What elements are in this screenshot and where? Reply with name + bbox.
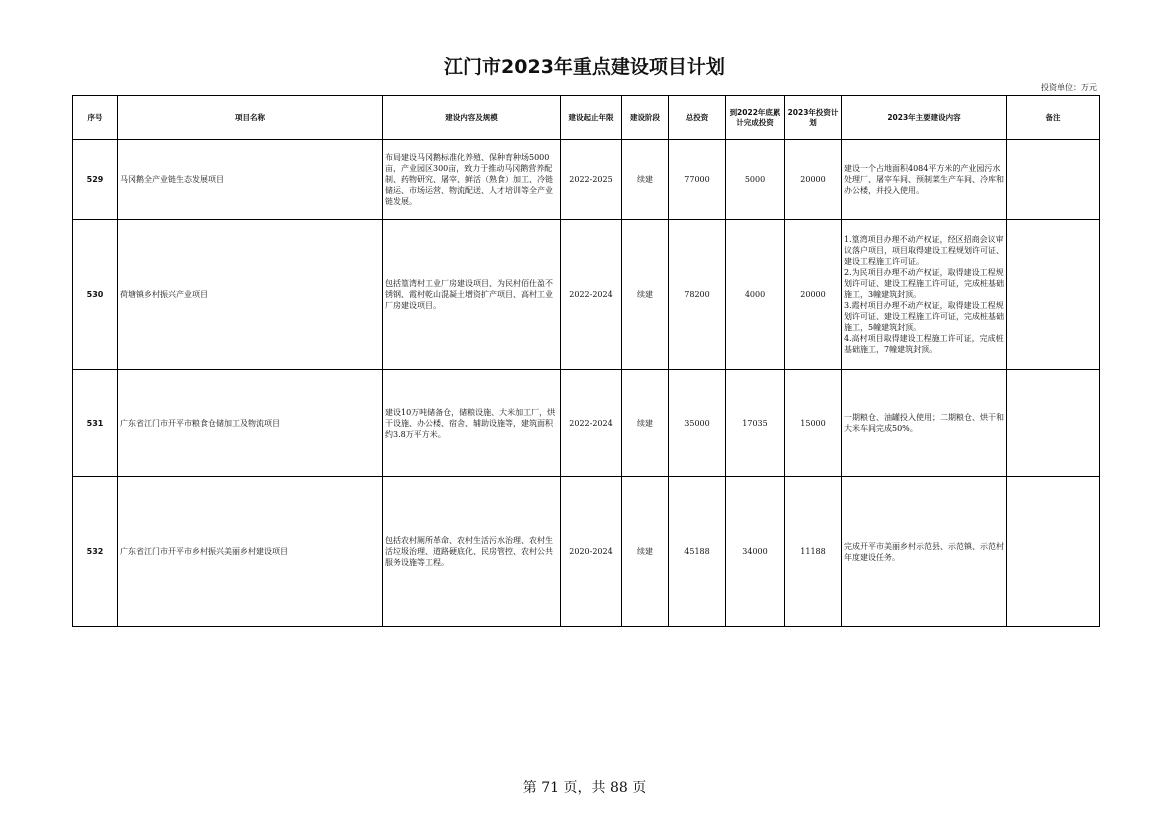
page-title: 江门市2023年重点建设项目计划 [444,56,725,78]
row-plan-2023: 20000 [785,140,842,220]
row-stage: 续建 [622,140,669,220]
header-completed-investment: 到2022年底累计完成投资 [726,96,785,140]
row-main-content: 建设一个占地面积4084平方米的产业园污水处理厂、屠宰车间、预制菜生产车间、冷库和办公楼，并投入使用。 [842,140,1007,220]
row-plan-2023: 15000 [785,370,842,477]
header-remark: 备注 [1007,96,1100,140]
table-row [73,140,1100,220]
table-row [73,370,1100,477]
header-stage: 建设阶段 [622,96,669,140]
row-completed: 5000 [726,140,785,220]
row-total: 35000 [669,370,726,477]
row-project-name: 广东省江门市开平市粮食仓储加工及物流项目 [118,370,383,477]
row-seq: 530 [73,220,118,370]
table-header-row [73,96,1100,140]
row-period: 2022-2025 [561,140,622,220]
row-stage: 续建 [622,370,669,477]
header-2023-plan: 2023年投资计划 [785,96,842,140]
row-plan-2023: 20000 [785,220,842,370]
header-seq: 序号 [73,96,118,140]
row-period: 2022-2024 [561,220,622,370]
row-stage: 续建 [622,220,669,370]
row-completed: 4000 [726,220,785,370]
row-seq: 532 [73,477,118,627]
header-total-investment: 总投资 [669,96,726,140]
row-completed: 17035 [726,370,785,477]
row-total: 45188 [669,477,726,627]
row-seq: 531 [73,370,118,477]
row-plan-2023: 11188 [785,477,842,627]
row-content: 建设10万吨储备仓，储粮设施、大米加工厂，烘干设施、办公楼、宿舍、辅助设施等，建筑面积约3.8万平方米。 [383,370,561,477]
row-project-name: 广东省江门市开平市乡村振兴美丽乡村建设项目 [118,477,383,627]
row-stage: 续建 [622,477,669,627]
row-remark [1007,140,1100,220]
project-plan-table [72,95,1100,627]
row-content: 布局建设马冈鹅标准化养殖、保种育种场5000亩，产业园区300亩，致力于推动马冈鹅营养配制、药物研究、屠宰、鲜活（熟食）加工、冷链储运、市场运营、物流配送、人才培训等全产业链发展。 [383,140,561,220]
row-total: 77000 [669,140,726,220]
row-content: 包括篁湾村工业厂房建设项目、为民村佰仕盈不锈钢、霞村乾山混凝土增资扩产项目、高村工业厂房建设项目。 [383,220,561,370]
row-main-content: 完成开平市美丽乡村示范县、示范镇、示范村年度建设任务。 [842,477,1007,627]
table-row [73,220,1100,370]
table-row [73,477,1100,627]
row-seq: 529 [73,140,118,220]
row-main-content: 1.篁湾项目办理不动产权证，经区招商会议审议落户项目，项目取得建设工程规划许可证、建设工程施工许可证。 2.为民项目办理不动产权证，取得建设工程规划许可证、建设工程施工许可证，完成桩基础施工，3幢建筑封顶。 3.霞村项目办理不动产权证，取得建设工程规划许可证、建设工程施工许可证，完成桩基础施工，5幢建筑封顶。 4.高村项目取得建设工程施工许可证，完成桩基础施工，7幢建筑封顶。 [842,220,1007,370]
row-project-name: 荷塘镇乡村振兴产业项目 [118,220,383,370]
header-2023-main-content: 2023年主要建设内容 [842,96,1007,140]
header-project-name: 项目名称 [118,96,383,140]
header-period: 建设起止年限 [561,96,622,140]
row-completed: 34000 [726,477,785,627]
row-content: 包括农村厕所革命、农村生活污水治理、农村生活垃圾治理、道路硬底化、民房管控、农村公共服务设施等工程。 [383,477,561,627]
row-period: 2022-2024 [561,370,622,477]
row-period: 2020-2024 [561,477,622,627]
row-project-name: 马冈鹅全产业链生态发展项目 [118,140,383,220]
header-content-scale: 建设内容及规模 [383,96,561,140]
row-total: 78200 [669,220,726,370]
investment-unit-label: 投资单位：万元 [1041,83,1097,92]
row-main-content: 一期粮仓、油罐投入使用；二期粮仓、烘干和大米车间完成50%。 [842,370,1007,477]
page-number-footer: 第 71 页，共 88 页 [522,780,647,796]
row-remark [1007,220,1100,370]
row-remark [1007,370,1100,477]
row-remark [1007,477,1100,627]
